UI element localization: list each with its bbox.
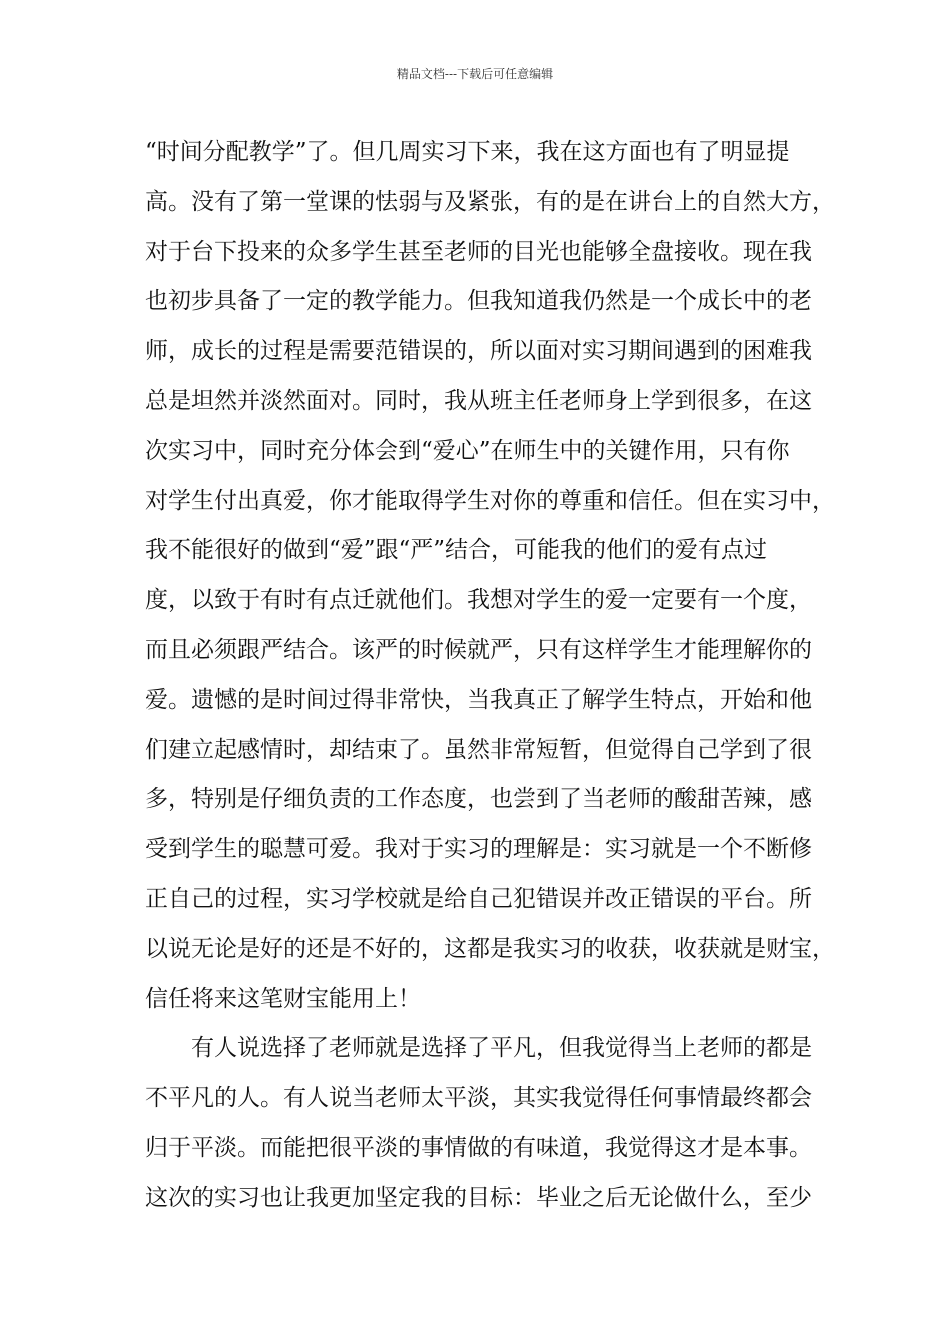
text-line: 总是坦然并淡然面对。同时，我从班主任老师身上学到很多，在这 bbox=[145, 387, 812, 414]
text-line: 信任将来这笔财宝能用上！ bbox=[145, 985, 421, 1012]
text-line: 们建立起感情时，却结束了。虽然非常短暂，但觉得自己学到了很 bbox=[145, 736, 812, 763]
text-line: 高。没有了第一堂课的怯弱与及紧张，有的是在讲台上的自然大方， bbox=[145, 188, 835, 215]
text-line: 不平凡的人。有人说当老师太平淡，其实我觉得任何事情最终都会 bbox=[145, 1085, 812, 1112]
paragraph-1 bbox=[145, 128, 835, 1024]
document-body bbox=[145, 128, 835, 1224]
text-line: 以说无论是好的还是不好的，这都是我实习的收获，收获就是财宝， bbox=[145, 935, 835, 962]
text-line: 度，以致于有时有点迁就他们。我想对学生的爱一定要有一个度， bbox=[145, 587, 812, 614]
text-line: “时间分配教学”了。但几周实习下来，我在这方面也有了明显提 bbox=[145, 139, 790, 165]
text-line: 正自己的过程，实习学校就是给自己犯错误并改正错误的平台。所 bbox=[145, 885, 812, 912]
page-header: 精品文档---下载后可任意编辑 bbox=[396, 67, 554, 81]
text-line: 师，成长的过程是需要范错误的，所以面对实习期间遇到的困难我 bbox=[145, 338, 812, 365]
text-line: 爱。遗憾的是时间过得非常快，当我真正了解学生特点，开始和他 bbox=[145, 686, 812, 713]
text-line: 多，特别是仔细负责的工作态度，也尝到了当老师的酸甜苦辣，感 bbox=[145, 786, 812, 813]
text-line: 对于台下投来的众多学生甚至老师的目光也能够全盘接收。现在我 bbox=[145, 238, 812, 265]
text-line: 有人说选择了老师就是选择了平凡，但我觉得当上老师的都是 bbox=[191, 1035, 812, 1062]
text-line: 对学生付出真爱，你才能取得学生对你的尊重和信任。但在实习中， bbox=[145, 487, 835, 514]
text-line: 而且必须跟严结合。该严的时候就严，只有这样学生才能理解你的 bbox=[145, 636, 812, 663]
text-line: 这次的实习也让我更加坚定我的目标：毕业之后无论做什么，至少 bbox=[145, 1184, 812, 1211]
paragraph-2 bbox=[145, 1024, 825, 1223]
text-line: 也初步具备了一定的教学能力。但我知道我仍然是一个成长中的老 bbox=[145, 288, 812, 315]
text-line: 次实习中，同时充分体会到“爱心”在师生中的关键作用，只有你 bbox=[145, 437, 790, 464]
text-line: 受到学生的聪慧可爱。我对于实习的理解是：实习就是一个不断修 bbox=[145, 836, 812, 863]
text-line: 归于平淡。而能把很平淡的事情做的有味道，我觉得这才是本事。 bbox=[145, 1134, 812, 1161]
text-line: 我不能很好的做到“爱”跟“严”结合，可能我的他们的爱有点过 bbox=[145, 537, 768, 564]
